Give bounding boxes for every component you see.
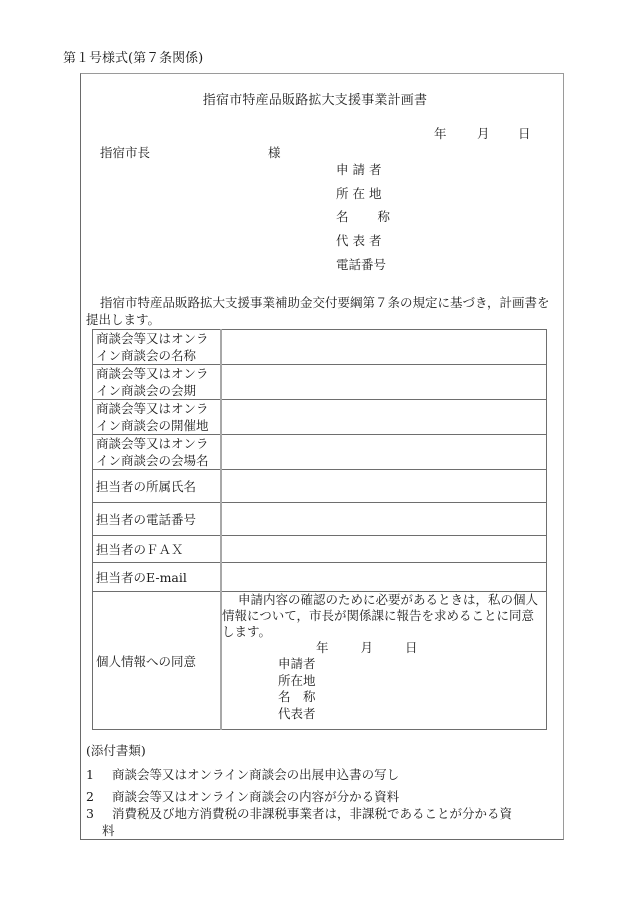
row-label: 商談会等又はオンライン商談会の名称 xyxy=(93,330,222,365)
row-value-field[interactable] xyxy=(221,536,547,563)
name-label: 名 称 xyxy=(336,209,390,224)
addressee-name: 指宿市長 xyxy=(100,145,151,160)
plan-table xyxy=(92,329,547,730)
attachments-title: (添付書類) xyxy=(86,743,146,758)
representative-label: 代 表 者 xyxy=(336,233,382,248)
consent-statement: 申請内容の確認のために必要があるときは，私の個人情報について，市長が関係課に報告を求めることに同意します。 xyxy=(222,592,539,639)
row-label: 担当者の所属氏名 xyxy=(93,470,222,503)
consent-applicant-label: 申請者 xyxy=(278,656,316,671)
consent-date-day: 日 xyxy=(405,640,418,655)
row-label: 商談会等又はオンライン商談会の会場名 xyxy=(93,435,222,470)
consent-date-year: 年 xyxy=(316,640,329,655)
attachment-number: 1 xyxy=(86,767,94,782)
date-day-label: 日 xyxy=(518,126,531,141)
phone-label: 電話番号 xyxy=(336,257,387,272)
consent-date-month: 月 xyxy=(360,640,374,655)
address-label: 所 在 地 xyxy=(336,186,382,201)
table-row xyxy=(93,470,547,503)
consent-row xyxy=(93,592,547,730)
table-row xyxy=(93,330,547,365)
row-value-field[interactable] xyxy=(221,563,547,592)
consent-date xyxy=(222,640,546,656)
table-row xyxy=(93,365,547,400)
row-value-field[interactable] xyxy=(221,365,547,400)
row-value-field[interactable] xyxy=(221,435,547,470)
attachment-text: 商談会等又はオンライン商談会の内容が分かる資料 xyxy=(112,789,400,804)
attachment-text: 消費税及び地方消費税の非課税事業者は，非課税であることが分かる資 xyxy=(112,806,513,821)
attachment-item xyxy=(86,791,399,804)
table-row xyxy=(93,503,547,536)
row-label: 商談会等又はオンライン商談会の開催地 xyxy=(93,400,222,435)
row-value-field[interactable] xyxy=(221,470,547,503)
date-month-label: 月 xyxy=(477,126,490,141)
row-label: 担当者の電話番号 xyxy=(93,503,222,536)
table-row xyxy=(93,536,547,563)
form-number: 第１号様式(第７条関係) xyxy=(63,51,204,66)
attachment-item xyxy=(86,769,399,782)
attachment-text-continuation: 料 xyxy=(102,823,115,838)
document-title: 指宿市特産品販路拡大支援事業計画書 xyxy=(202,93,428,108)
consent-representative-label: 代表者 xyxy=(278,705,316,721)
applicant-label: 申 請 者 xyxy=(336,162,382,177)
attachment-item xyxy=(86,808,512,821)
addressee-honorific: 様 xyxy=(268,145,281,160)
table-row xyxy=(93,400,547,435)
attachment-text: 商談会等又はオンライン商談会の出展申込書の写し xyxy=(112,767,400,782)
consent-name-label: 名 称 xyxy=(278,689,316,704)
row-value-field[interactable] xyxy=(221,503,547,536)
row-label: 担当者のE-mail xyxy=(93,563,222,592)
attachment-number: 3 xyxy=(86,806,94,821)
row-label: 商談会等又はオンライン商談会の会期 xyxy=(93,365,222,400)
table-row xyxy=(93,563,547,592)
date-year-label: 年 xyxy=(434,126,447,141)
intro-paragraph: 指宿市特産品販路拡大支援事業補助金交付要綱第７条の規定に基づき，計画書を提出します。 xyxy=(86,295,550,327)
row-value-field[interactable] xyxy=(221,330,547,365)
row-label: 担当者のＦＡＸ xyxy=(93,536,222,563)
consent-address-label: 所在地 xyxy=(278,672,316,688)
consent-label: 個人情報への同意 xyxy=(93,592,222,730)
consent-cell xyxy=(221,592,547,730)
row-value-field[interactable] xyxy=(221,400,547,435)
attachment-number: 2 xyxy=(86,789,94,804)
table-row xyxy=(93,435,547,470)
